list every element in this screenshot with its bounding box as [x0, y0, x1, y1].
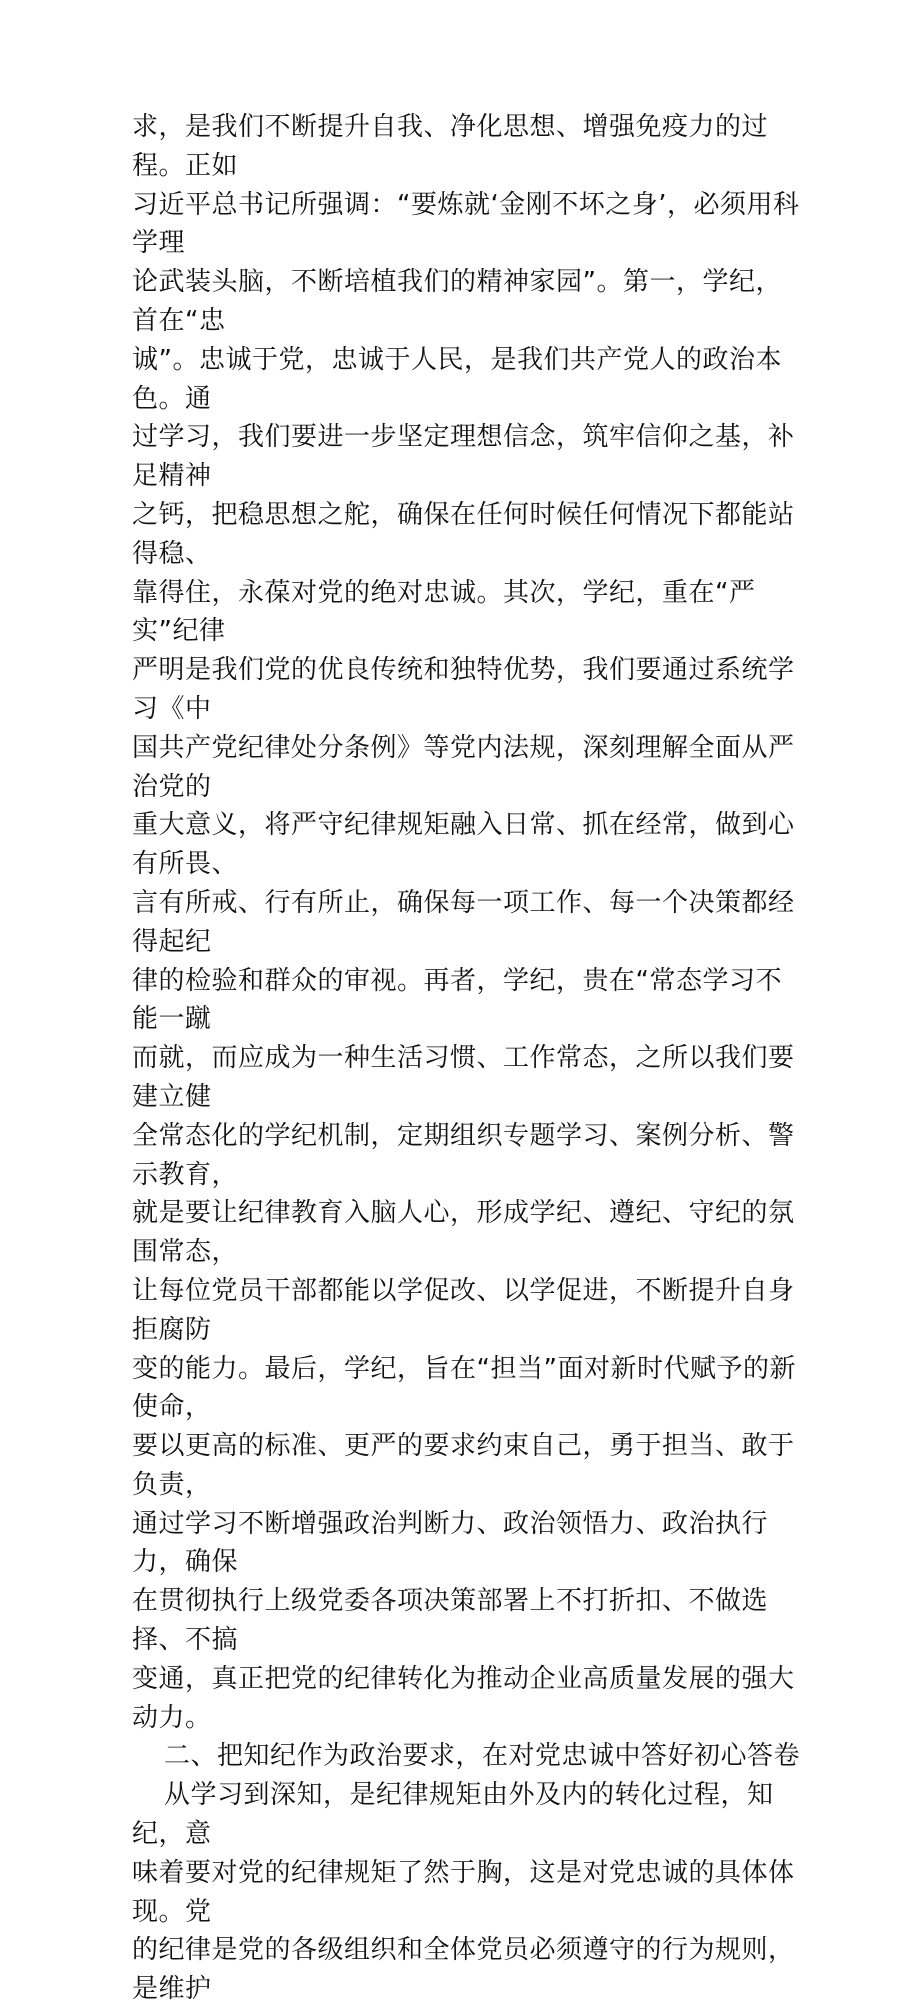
text-line: 从学习到深知，是纪律规矩由外及内的转化过程，知纪，意	[132, 1780, 774, 1850]
text-line: 论武装头脑，不断培植我们的精神家园”。第一，学纪，首在“忠	[132, 267, 782, 336]
text-line: 言有所戒、行有所止，确保每一项工作、每一个决策都经得起纪	[132, 887, 795, 957]
text-line: 变通，真正把党的纪律转化为推动企业高质量发展的强大动力。	[132, 1663, 795, 1733]
text-line: 要以更高的标准、更严的要求约束自己，勇于担当、敢于负责，	[132, 1431, 795, 1500]
text-line: 变的能力。最后，学纪，旨在“担当”面对新时代赋予的新使命，	[132, 1353, 796, 1423]
text-line: 求，是我们不断提升自我、净化思想、增强免疫力的过程。正如	[132, 112, 769, 181]
text-line: 味着要对党的纪律规矩了然于胸，这是对党忠诚的具体体现。党	[132, 1857, 795, 1927]
text-line: 在贯彻执行上级党委各项决策部署上不打折扣、不做选择、不搞	[132, 1586, 769, 1656]
paragraph-study-discipline	[132, 108, 808, 1737]
text-line: 通过学习不断增强政治判断力、政治领悟力、政治执行力，确保	[132, 1508, 769, 1578]
text-line: 严明是我们党的优良传统和独特优势，我们要通过系统学习《中	[132, 655, 795, 724]
text-line: 诚”。忠诚于党，忠诚于人民，是我们共产党人的政治本色。通	[132, 344, 782, 414]
text-line: 国共产党纪律处分条例》等党内法规，深刻理解全面从严治党的	[132, 732, 795, 802]
document-body	[132, 108, 808, 2009]
text-line: 的纪律是党的各级组织和全体党员必须遵守的行为规则，是维护	[132, 1935, 795, 2005]
text-line: 之钙，把稳思想之舵，确保在任何时候任何情况下都能站得稳、	[132, 499, 795, 569]
text-line: 而就，而应成为一种生活习惯、工作常态，之所以我们要建立健	[132, 1043, 795, 1112]
section-heading: 二、把知纪作为政治要求，在对党忠诚中答好初心答卷	[164, 1741, 801, 1772]
text-line: 靠得住，永葆对党的绝对忠诚。其次，学纪，重在“严实”纪律	[132, 577, 756, 647]
paragraph-know-discipline	[132, 1776, 808, 2009]
text-line: 律的检验和群众的审视。再者，学纪，贵在“常态学习不能一蹴	[132, 965, 782, 1035]
text-line: 习近平总书记所强调：“要炼就‘金刚不坏之身’，必须用科学理	[132, 189, 800, 259]
text-line: 让每位党员干部都能以学促改、以学促进，不断提升自身拒腐防	[132, 1275, 795, 1345]
text-line: 就是要让纪律教育入脑人心，形成学纪、遵纪、守纪的氛围常态，	[132, 1198, 795, 1268]
text-line: 过学习，我们要进一步坚定理想信念，筑牢信仰之基，补足精神	[132, 422, 795, 492]
text-line: 全常态化的学纪机制，定期组织专题学习、案例分析、警示教育，	[132, 1120, 795, 1190]
text-line: 重大意义，将严守纪律规矩融入日常、抓在经常，做到心有所畏、	[132, 810, 795, 880]
